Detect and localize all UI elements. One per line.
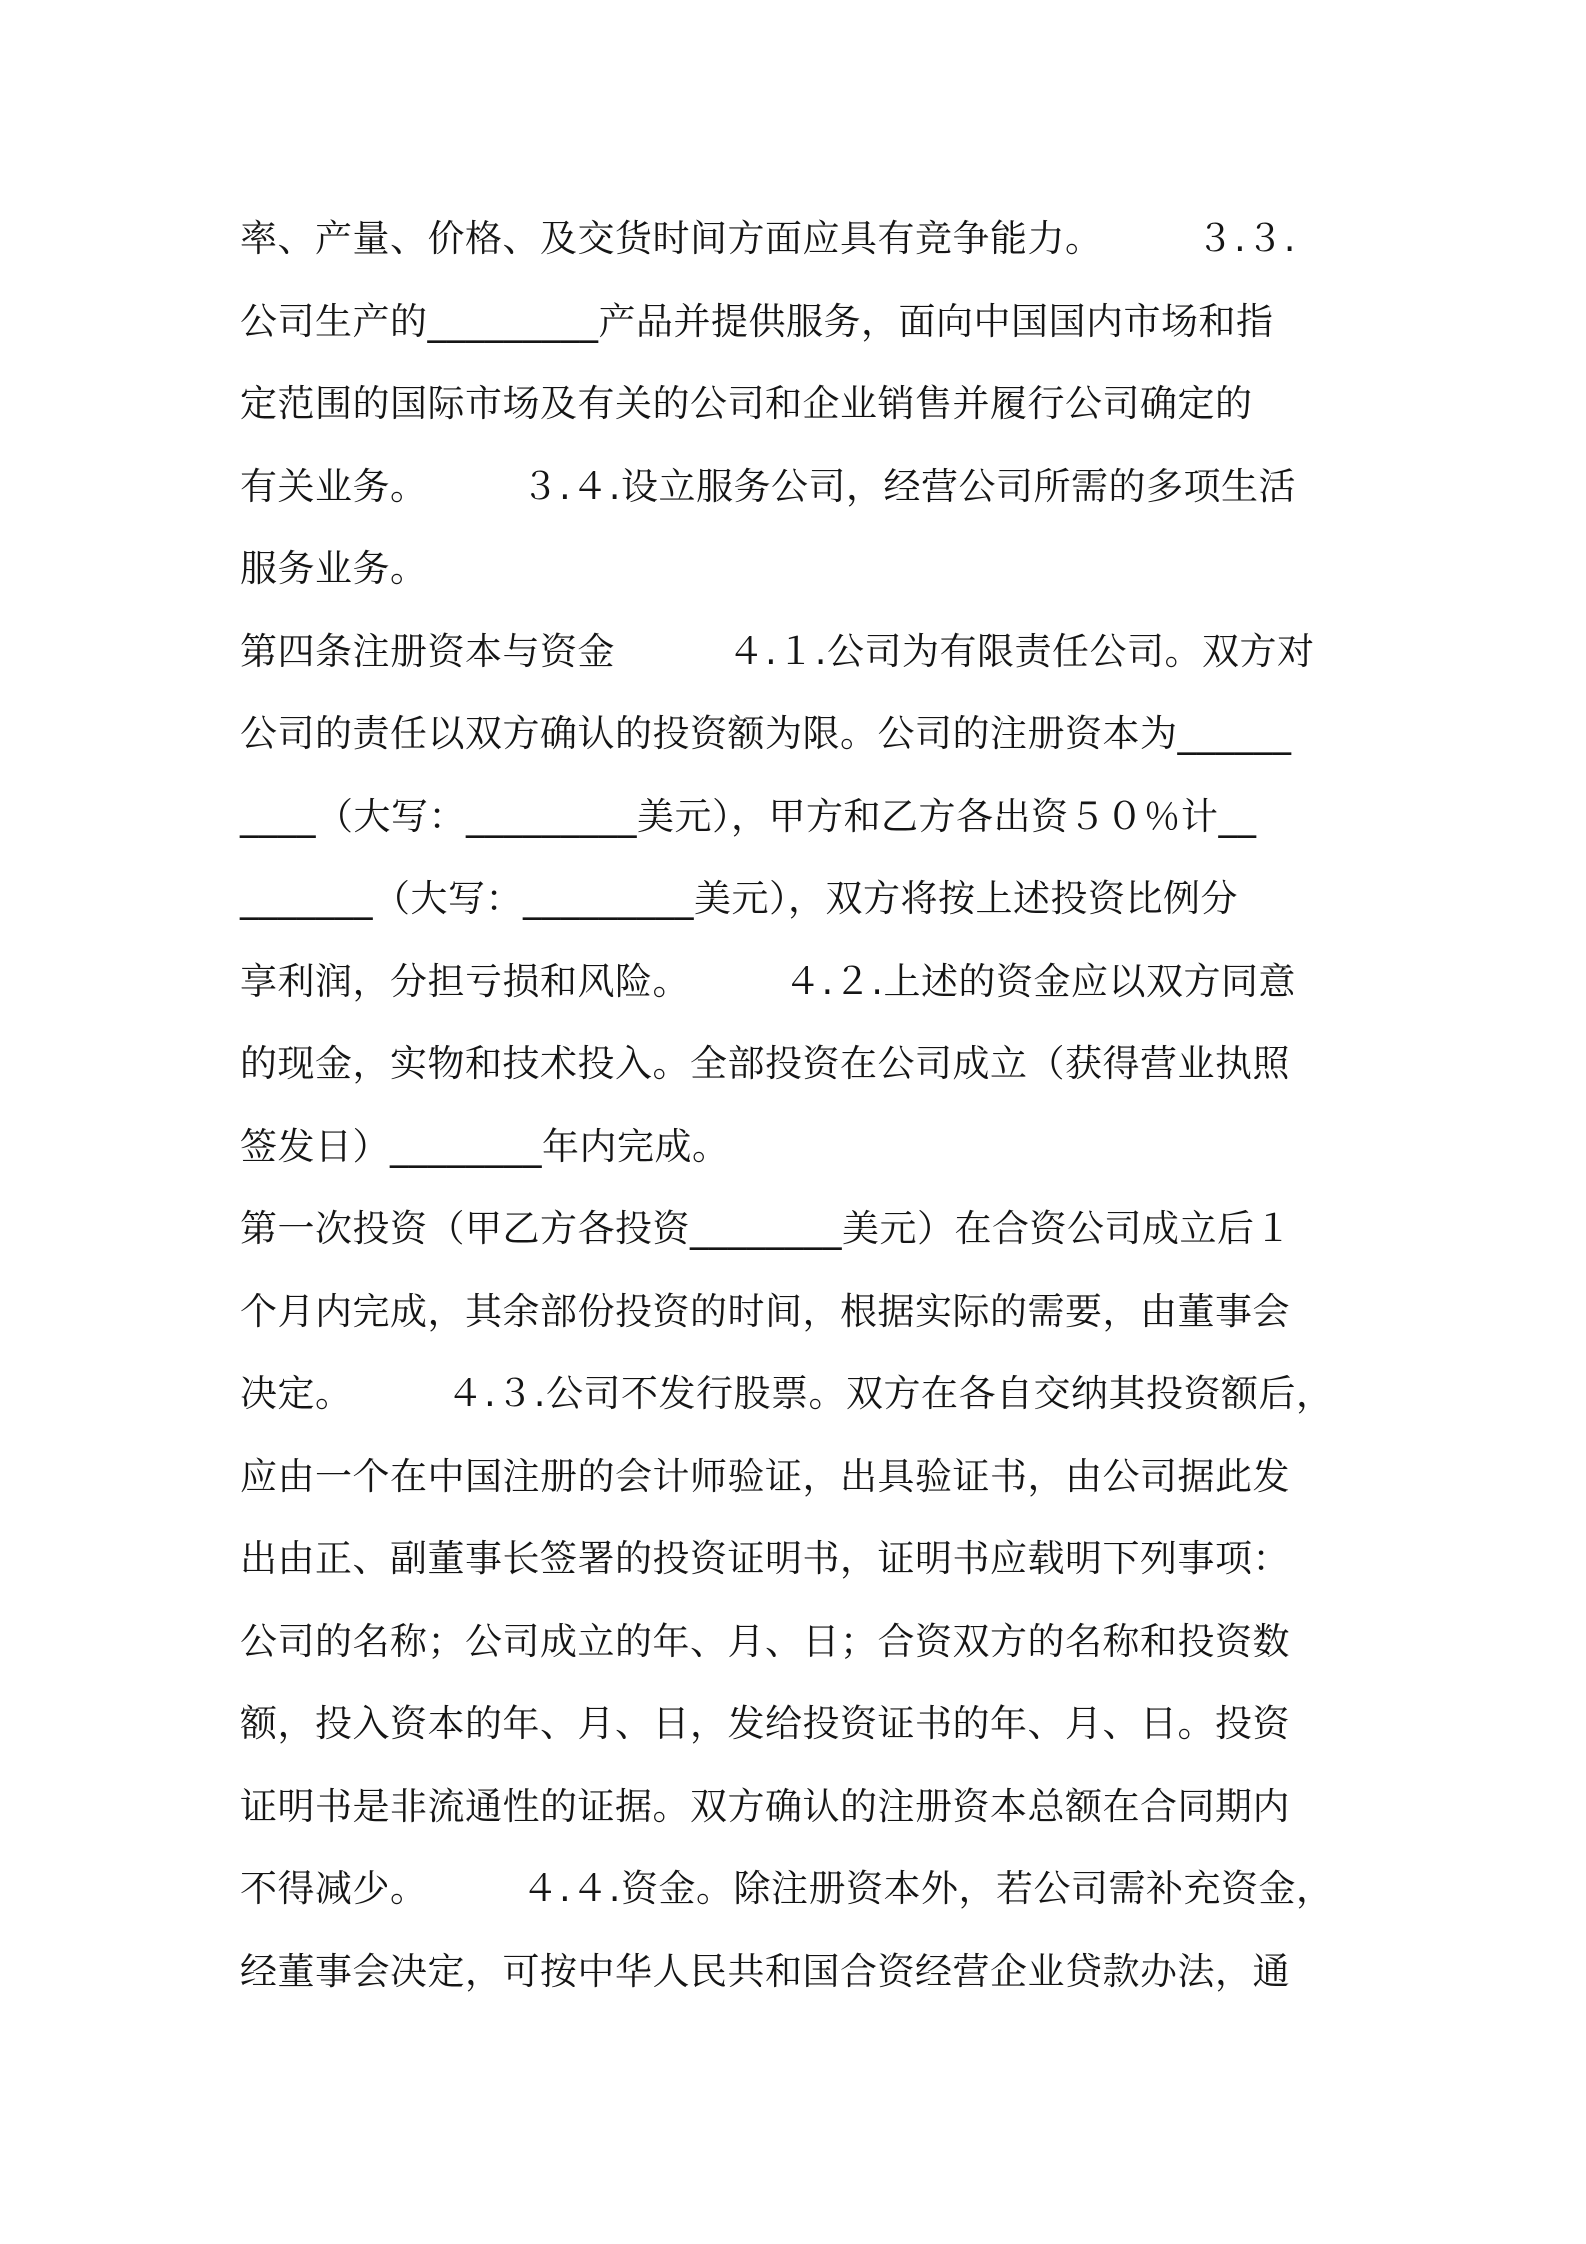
text-line-5: 服务业务。 xyxy=(240,547,428,590)
text-line-1: 率、产量、价格、及交货时间方面应具有竞争能力。 ３.３. xyxy=(240,217,1297,260)
text-line-12: 签发日）________年内完成。 xyxy=(240,1124,730,1168)
text-line-14: 个月内完成，其余部份投资的时间，根据实际的需要，由董事会 xyxy=(240,1289,1290,1333)
text-line-2: 公司生产的_________产品并提供服务，面向中国国内市场和指 xyxy=(240,299,1274,343)
text-line-10: 享利润，分担亏损和风险。 ４.２.上述的资金应以双方同意 xyxy=(240,959,1297,1003)
text-line-3: 定范围的国际市场及有关的公司和企业销售并履行公司确定的 xyxy=(240,382,1253,425)
text-line-8: ____（大写：_________美元），甲方和乙方各出资５０％计__ xyxy=(240,794,1257,838)
text-line-15: 决定。 ４.３.公司不发行股票。双方在各自交纳其投资额后， xyxy=(240,1372,1334,1415)
text-line-7: 公司的责任以双方确认的投资额为限。公司的注册资本为______ xyxy=(240,712,1292,755)
text-line-20: 证明书是非流通性的证据。双方确认的注册资本总额在合同期内 xyxy=(240,1784,1290,1828)
text-line-13: 第一次投资（甲乙方各投资________美元）在合资公司成立后１ xyxy=(240,1207,1292,1250)
text-line-16: 应由一个在中国注册的会计师验证，出具验证书，由公司据此发 xyxy=(240,1454,1290,1498)
text-line-9: _______（大写：_________美元），双方将按上述投资比例分 xyxy=(240,877,1238,920)
text-line-11: 的现金，实物和技术投入。全部投资在公司成立（获得营业执照 xyxy=(240,1042,1290,1085)
text-line-21: 不得减少。 ４.４.资金。除注册资本外，若公司需补充资金， xyxy=(240,1867,1334,1910)
text-line-17: 出由正、副董事长签署的投资证明书，证明书应载明下列事项： xyxy=(240,1537,1290,1580)
text-line-18: 公司的名称；公司成立的年、月、日；合资双方的名称和投资数 xyxy=(240,1619,1290,1663)
section-heading-article-4: 第四条注册资本与资金 ４.１.公司为有限责任公司。双方对 xyxy=(240,629,1315,673)
text-line-4: 有关业务。 ３.４.设立服务公司，经营公司所需的多项生活 xyxy=(240,464,1297,508)
text-line-22: 经董事会决定，可按中华人民共和国合资经营企业贷款办法，通 xyxy=(240,1949,1290,1993)
contract-body-text xyxy=(240,198,1380,2013)
text-line-19: 额，投入资本的年、月、日，发给投资证书的年、月、日。投资 xyxy=(240,1702,1290,1745)
